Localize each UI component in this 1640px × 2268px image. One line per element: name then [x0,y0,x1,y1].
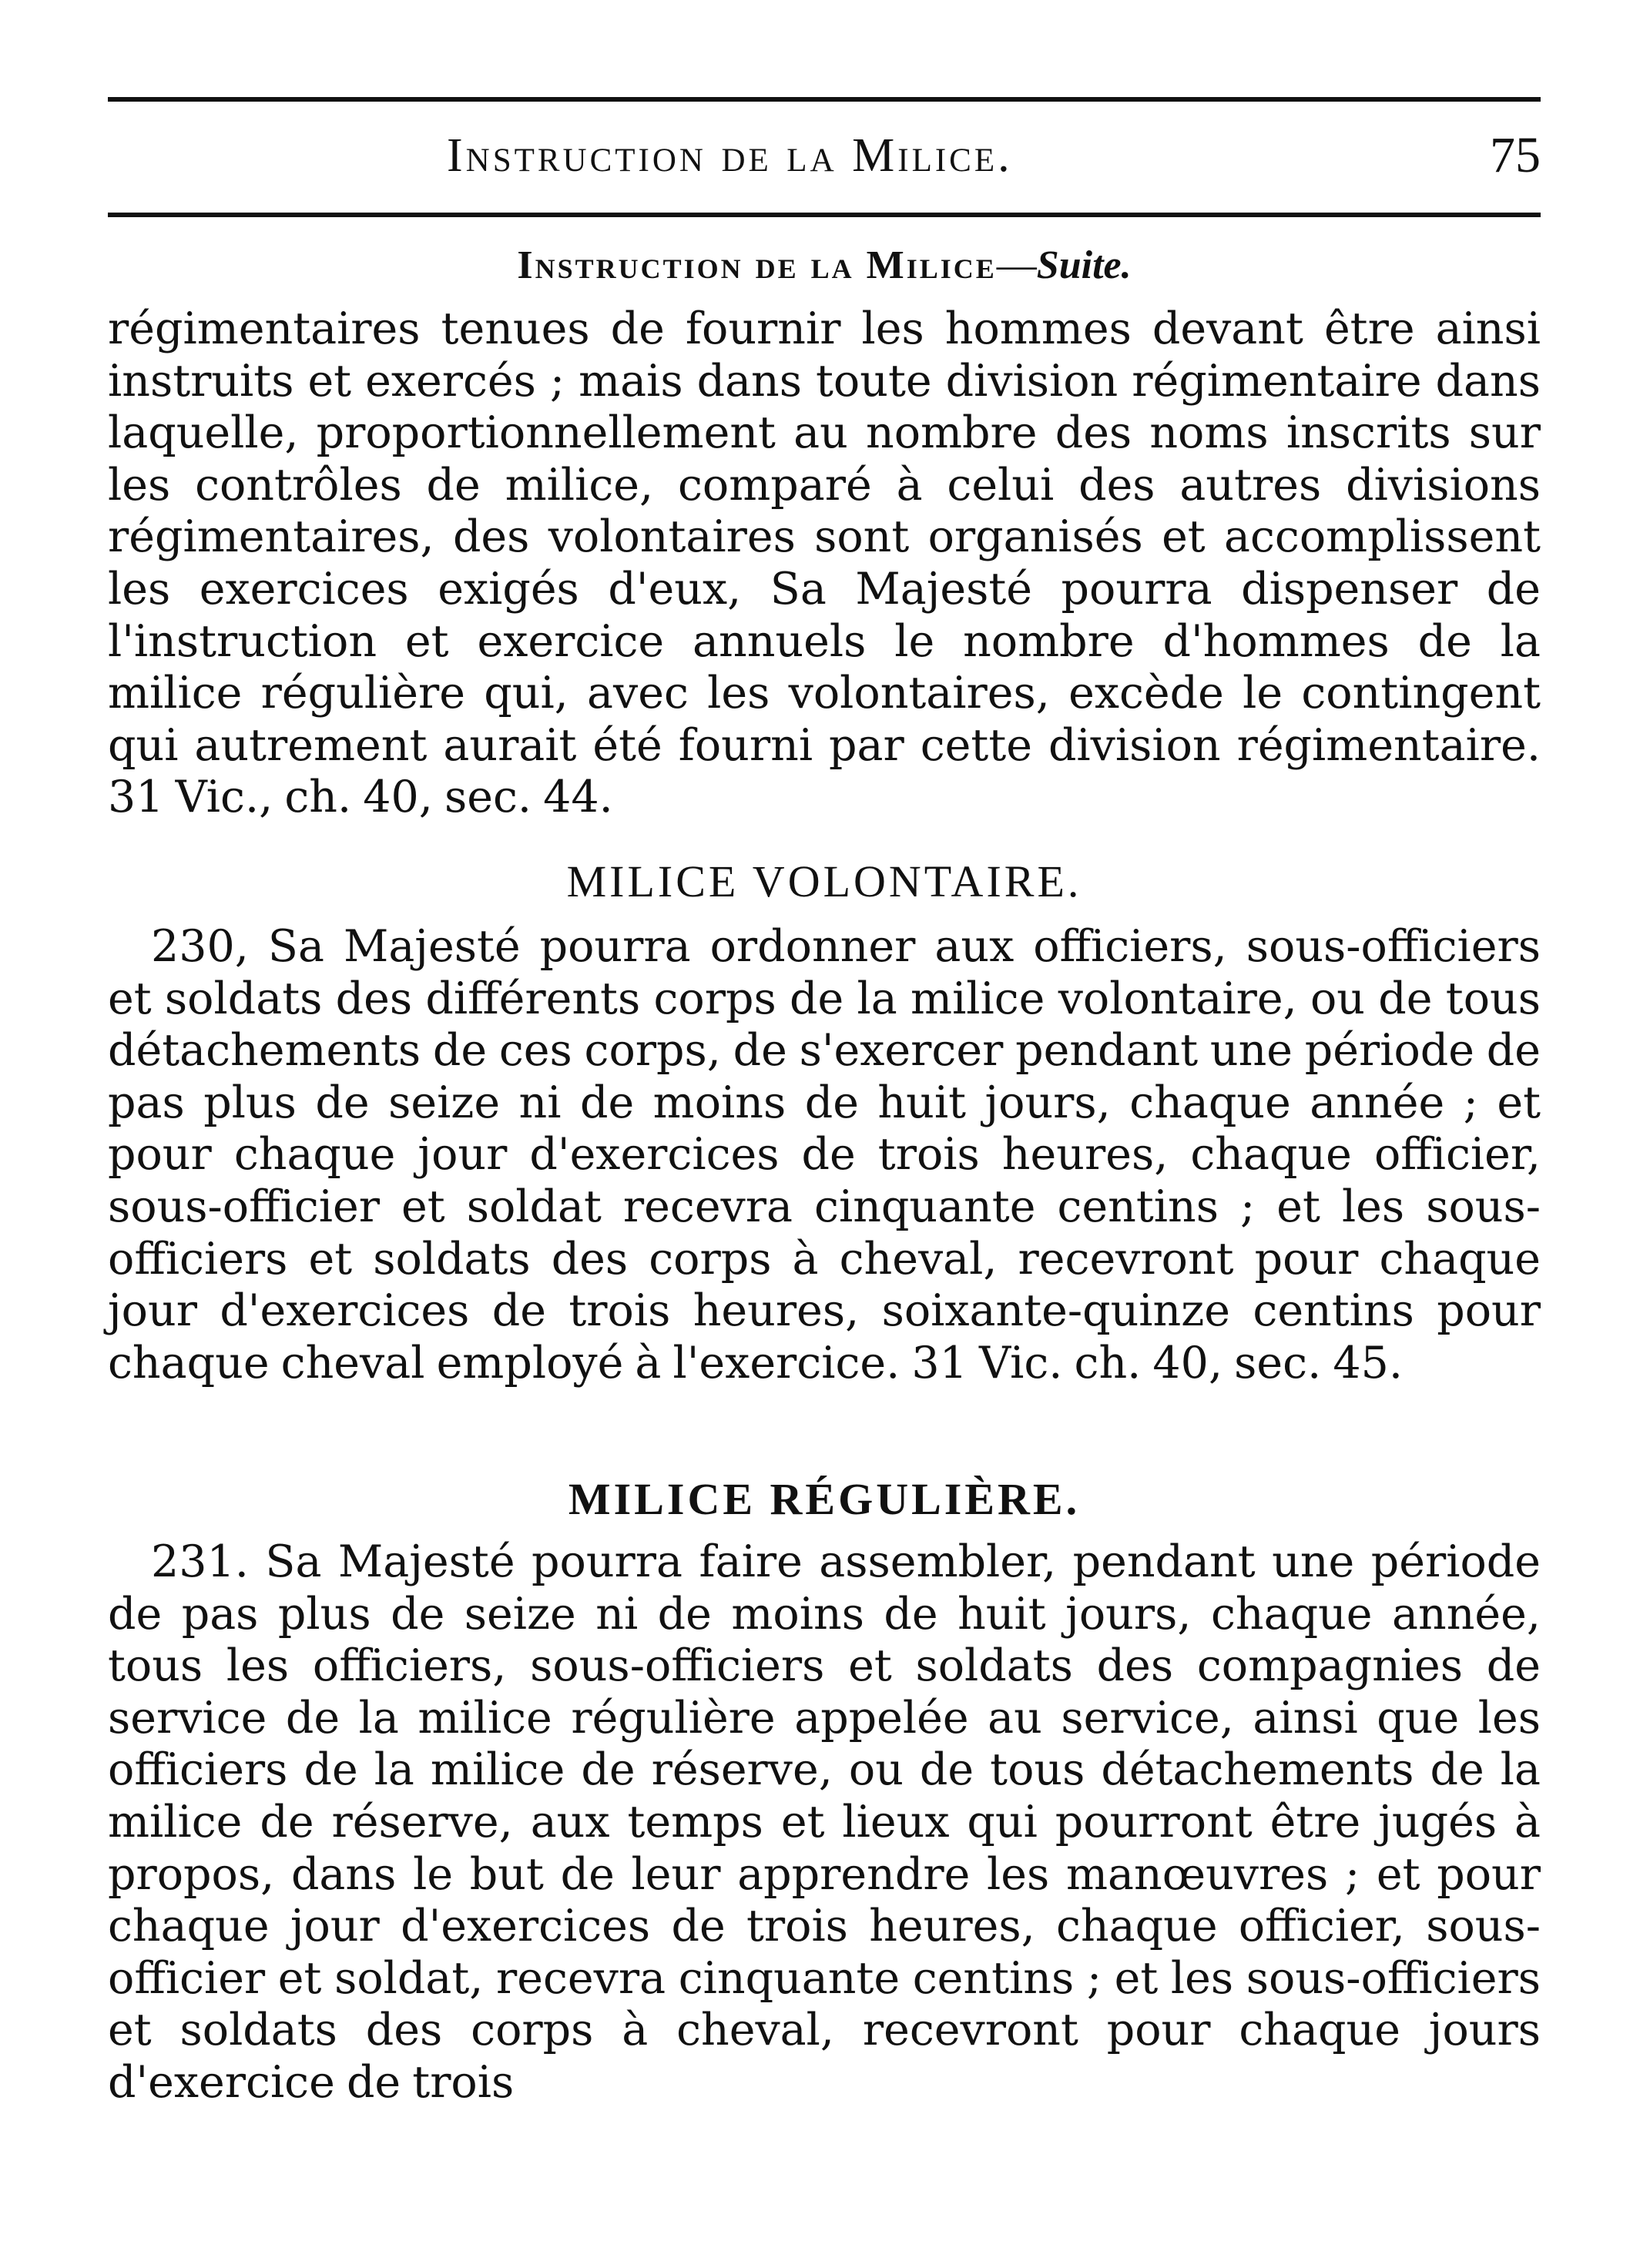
running-head [108,117,1541,194]
section-heading-continued: Suite. [1036,243,1132,287]
section-heading [108,239,1541,293]
section-heading-dash: — [996,243,1037,287]
paragraph-230: 230, Sa Majesté pourra ordonner aux officiers, sous-officiers et soldats des différents corps de la milice volontaire, ou de tous détachements de ces corps, de s'exercer pendant une période de pas plus de seize ni de moins de huit jours, chaque année ; et pour chaque jour d'exercices de trois heures, chaque officier, sous-officier et soldat recevra cinquante centins ; et les sous-officiers et soldats des corps à cheval, recevront pour chaque jour d'exercices de trois heures, soixante-quinze centins pour chaque cheval employé à l'exercice. 31 Vic. ch. 40, sec. 45. [108,921,1541,1389]
header-bottom-rule [108,213,1541,217]
running-head-title: Instruction de la Milice. [447,129,1013,182]
heading-milice-reguliere: MILICE RÉGULIÈRE. [568,1474,1081,1524]
heading-milice-volontaire: MILICE VOLONTAIRE. [566,856,1082,906]
header-top-rule [108,97,1541,102]
section-heading-title: Instruction de la Milice [517,243,997,287]
page-number: 75 [1490,127,1541,183]
book-page [108,0,1541,2268]
paragraph-continued: régimentaires tenues de fournir les hommes devant être ainsi instruits et exercés ; mais dans toute division régimentaire dans laquelle, proportionnellement au nombre des noms inscrits sur les contrôles de milice, comparé à celui des autres divisions régimentaires, des volontaires sont organisés et accomplissent les exercices exigés d'eux, Sa Majesté pourra dispenser de l'instruction et exercice annuels le nombre d'hommes de la milice régulière qui, avec les volontaires, excède le contingent qui autrement aurait été fourni par cette division régimentaire. 31 Vic., ch. 40, sec. 44. [108,303,1541,823]
paragraph-231: 231. Sa Majesté pourra faire assembler, pendant une période de pas plus de seize ni de moins de huit jours, chaque année, tous les officiers, sous-officiers et soldats des compagnies de service de la milice régulière appelée au service, ainsi que les officiers de la milice de réserve, ou de tous détachements de la milice de réserve, aux temps et lieux qui pourront être jugés à propos, dans le but de leur apprendre les manœuvres ; et pour chaque jour d'exercices de trois heures, chaque officier, sous-officier et soldat, recevra cinquante centins ; et les sous-officiers et soldats des corps à cheval, recevront pour chaque jours d'exercice de trois [108,1536,1541,2108]
